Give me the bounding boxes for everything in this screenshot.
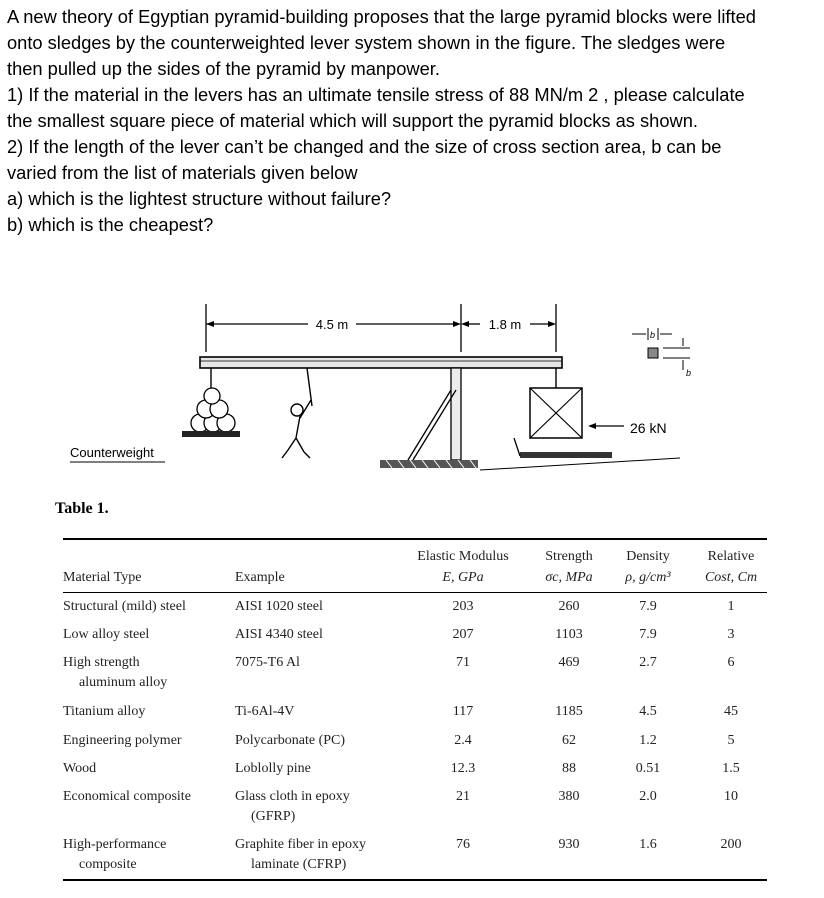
dim-label-right: 1.8 m	[488, 317, 522, 332]
worker-figure	[282, 368, 312, 458]
question-line: b) which is the cheapest?	[7, 214, 214, 235]
question-line: A new theory of Egyptian pyramid-building proposes that the large pyramid blocks were lifted	[7, 6, 756, 27]
question-line: 1) If the material in the levers has an ultimate tensile stress of 88 MN/m 2 , please calculate	[7, 84, 745, 105]
problem-statement	[7, 4, 822, 238]
question-line: 2) If the length of the lever can’t be changed and the size of cross section area, b can be	[7, 136, 722, 157]
lever-diagram	[0, 290, 824, 480]
counterweight-tray	[182, 431, 240, 437]
question-line: a) which is the lightest structure without failure?	[7, 188, 392, 209]
table-row: Structural (mild) steel AISI 1020 steel 203 260 7.9 1	[63, 599, 735, 614]
ground-line	[480, 458, 680, 470]
cross-section-square	[648, 348, 658, 358]
table-row: Titanium alloy Ti-6Al-4V 117 1185 4.5 45	[63, 704, 738, 719]
header-material: Material Type	[63, 570, 142, 585]
section-b-side: b	[686, 368, 692, 378]
lever-figure	[0, 290, 824, 480]
table-row: Wood Loblolly pine 12.3 88 0.51 1.5	[63, 761, 740, 776]
sledge	[520, 452, 612, 458]
table-row: Low alloy steel AISI 4340 steel 207 1103 7.9 3	[63, 627, 735, 642]
arrowhead	[453, 321, 461, 327]
arrowhead	[548, 321, 556, 327]
materials-table	[63, 538, 767, 881]
dim-label-left: 4.5 m	[315, 317, 349, 332]
section-b-top: b	[650, 330, 656, 340]
question-line: onto sledges by the counterweighted lever system shown in the figure. The sledges were	[7, 32, 726, 53]
arrowhead	[461, 321, 469, 327]
table-header	[63, 540, 767, 593]
question-line: the smallest square piece of material which will support the pyramid blocks as shown.	[7, 110, 698, 131]
header-strength: Strength σc, MPa	[545, 549, 593, 585]
question-line: varied from the list of materials given below	[7, 162, 358, 183]
table-row: High-performance composite Graphite fiber in epoxy laminate (CFRP) 76 930 1.6 200	[63, 837, 742, 872]
arrowhead	[206, 321, 214, 327]
question-line: then pulled up the sides of the pyramid by manpower.	[7, 58, 440, 79]
table-row: Economical composite Glass cloth in epoxy (GFRP) 21 380 2.0 10	[63, 789, 738, 824]
table-row: High strength aluminum alloy 7075-T6 Al 71 469 2.7 6	[63, 655, 735, 690]
lever-beam	[200, 357, 562, 368]
load-label: 26 kN	[630, 420, 667, 436]
header-example: Example	[235, 570, 285, 585]
header-modulus: Elastic Modulus E, GPa	[417, 549, 509, 585]
header-density: Density ρ, g/cm³	[625, 549, 671, 585]
counterweight-label: Counterweight	[70, 445, 154, 460]
counterweight-stones	[191, 388, 235, 432]
table-title: Table 1.	[55, 500, 109, 517]
header-cost: Relative Cost, Cm	[704, 549, 758, 585]
fulcrum-tower	[408, 368, 461, 460]
table-row: Engineering polymer Polycarbonate (PC) 2.4 62 1.2 5	[63, 733, 735, 748]
